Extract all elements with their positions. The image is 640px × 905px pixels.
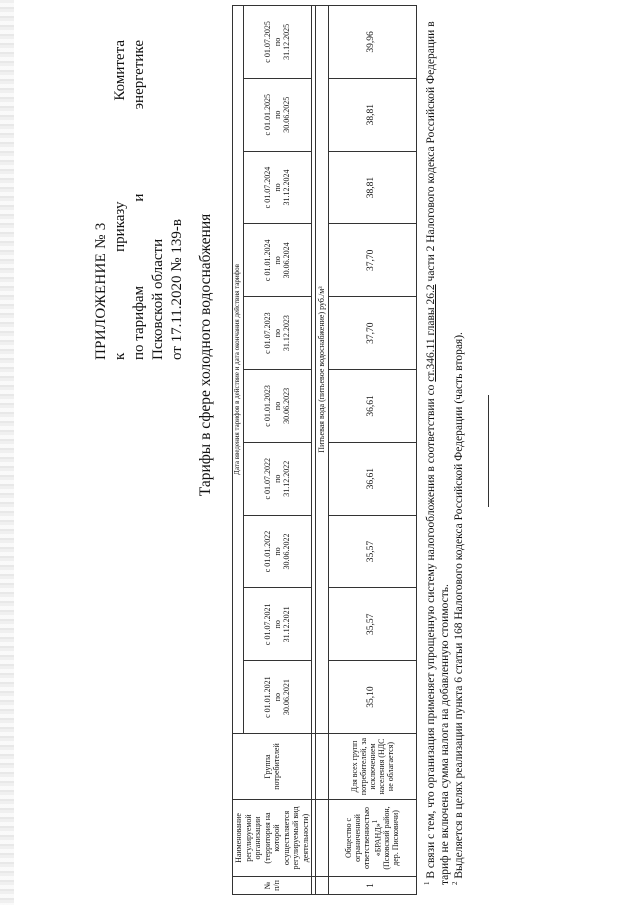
document-title: Тарифы в сфере холодного водоснабжения <box>197 213 214 497</box>
tariff-value: 38,81 <box>328 151 416 224</box>
tariff-value: 37,70 <box>328 297 416 370</box>
period-header: с 01.01.2024 по 30.06.2024 <box>243 224 312 297</box>
period-header: с 01.07.2021 по 31.12.2021 <box>243 588 312 661</box>
tariff-value: 35,57 <box>328 588 416 661</box>
footnote-1-law-ref: ст.346.11 главы 26.2 <box>424 284 437 382</box>
unit-caption: Питьевая вода (питьевое водоснабжение) руб./м³ <box>316 6 329 734</box>
tariff-value: 35,57 <box>328 515 416 588</box>
header-org: Наименование регулируемой организации (территория на которой осуществляется регулируемый вид деятельности) <box>233 800 312 877</box>
period-header: с 01.07.2022 по 31.12.2022 <box>243 442 312 515</box>
org-area: (Псковский район, дер. Писковичи) <box>382 806 401 870</box>
period-header: с 01.07.2024 по 31.12.2024 <box>243 151 312 224</box>
appendix-line-3: по тарифам и энергетике <box>131 40 147 360</box>
appendix-title: ПРИЛОЖЕНИЕ № 3 <box>93 222 109 360</box>
period-header: с 01.01.2022 по 30.06.2022 <box>243 515 312 588</box>
header-num: № п/п <box>233 877 312 895</box>
org-cell <box>328 800 416 877</box>
table-row <box>328 6 416 895</box>
header-dates-caption: Дата введения тарифов в действие и дата окончания действия тарифов <box>233 6 244 734</box>
appendix-line-4: Псковской области <box>150 238 166 360</box>
period-header: с 01.01.2021 по 30.06.2021 <box>243 661 312 734</box>
header-row-caption <box>233 6 244 895</box>
appendix-line-2: к приказу Комитета <box>112 40 128 360</box>
footnote-2-mark: 2 <box>451 881 459 885</box>
footnote-2: $^2$ Выделяется в целях реализации пункта 6 статьи 168 Налогового кодекса Российской Федерации (часть вторая). <box>451 332 465 885</box>
appendix-line-5: от 17.11.2020 № 139-в <box>169 219 185 360</box>
consumer-group: Для всех групп потребителей, за исключением населения (НДС не облагается) <box>328 734 416 800</box>
tariff-value: 37,70 <box>328 224 416 297</box>
footnote-1-mark: 1 <box>423 881 431 885</box>
tariff-value: 38,81 <box>328 78 416 151</box>
row-num: 1 <box>328 877 416 895</box>
period-header: с 01.01.2023 по 30.06.2023 <box>243 370 312 443</box>
tariff-value: 36,61 <box>328 370 416 443</box>
tariff-value: 36,61 <box>328 442 416 515</box>
appendix-header <box>92 40 187 360</box>
closing-line <box>488 395 489 507</box>
org-name: Общество с ограниченной ответственностью «БРАНД» <box>343 806 383 870</box>
period-header: с 01.07.2023 по 31.12.2023 <box>243 297 312 370</box>
period-header: с 01.01.2025 по 30.06.2025 <box>243 78 312 151</box>
tariff-value: 35,10 <box>328 661 416 734</box>
org-footnote-mark: 1 <box>370 819 379 824</box>
period-header: с 01.07.2025 по 31.12.2025 <box>243 6 312 79</box>
header-group: Группа потребителей <box>233 734 312 800</box>
footnote-1: $^1$ В связи с тем, что организация применяет упрощенную систему налогообложения в соответствии со ст.346.11 главы 26.2 части 2 Налогового кодекса Российской Федерации в тариф не включена сумма налога на добавленную стоимость. <box>423 21 451 885</box>
tariff-value: 39,96 <box>328 6 416 79</box>
tariff-table <box>232 5 417 895</box>
unit-row <box>316 6 329 895</box>
